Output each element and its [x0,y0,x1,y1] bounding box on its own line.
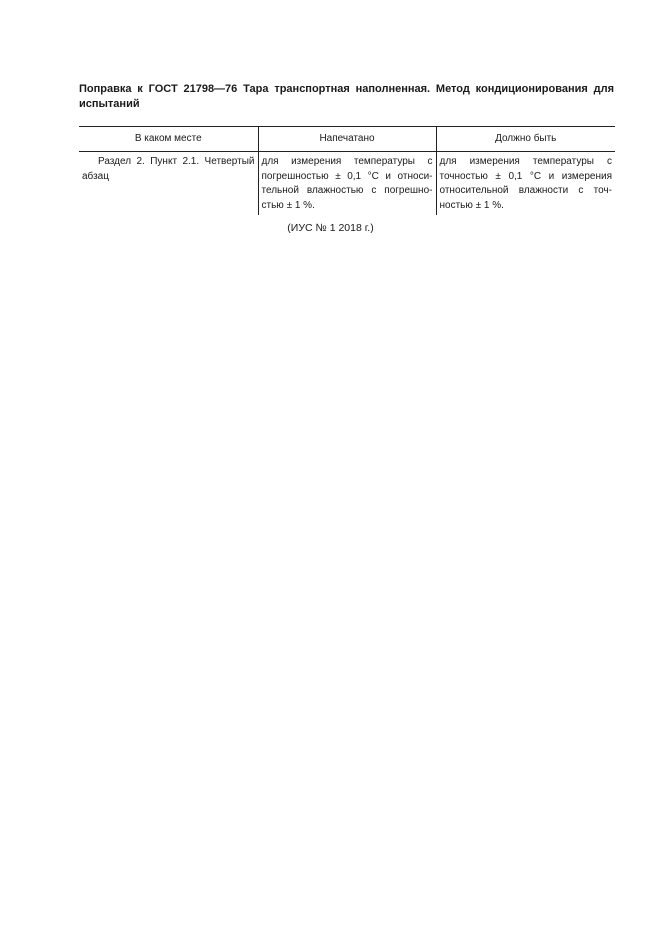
column-header-where: В каком месте [79,127,258,152]
cell-printed: для измерения температуры с погрешностью ± 0,1 °С и относительной влажностью с погрешностью ± 1 %. [258,152,436,216]
page-title: Поправка к ГОСТ 21798—76 Тара транспортная наполненная. Метод кондиционирования для испытаний [79,83,614,110]
table-header-row [79,127,615,152]
cell-should-be: для измерения температуры с точностью ± 0,1 °С и измерения относительной влажности с точностью ± 1 %. [436,152,615,216]
column-header-printed: Напечатано [258,127,436,152]
table-row [79,152,615,216]
publication-reference: (ИУС № 1 2018 г.) [287,222,374,234]
corrections-table [79,126,615,215]
column-header-should-be: Должно быть [436,127,615,152]
cell-where: Раздел 2. Пункт 2.1. Четвертый абзац [82,156,255,182]
